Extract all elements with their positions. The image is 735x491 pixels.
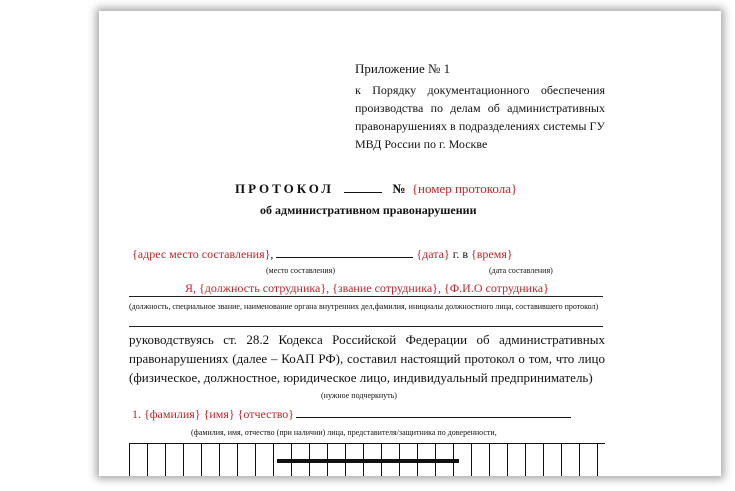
grid-cell [489, 444, 490, 476]
protocol-title [235, 181, 517, 197]
officer-sep-1: , [326, 281, 330, 295]
person-patronymic-placeholder[interactable]: {отчество} [237, 407, 295, 421]
divider-line [129, 326, 603, 327]
address-comma: , [270, 247, 274, 261]
caption-place: (место составления) [266, 266, 335, 275]
address-line [276, 257, 413, 258]
grid-cell [543, 444, 544, 476]
person-name-placeholder[interactable]: {имя} [203, 407, 235, 421]
protocol-number-blank [344, 192, 382, 193]
caption-underline: (нужное подчеркнуть) [321, 391, 397, 400]
grid-cell [273, 444, 274, 476]
grid-cell [525, 444, 526, 476]
officer-prefix: Я, [185, 281, 197, 295]
g-v-label: г. в [452, 247, 468, 261]
grid-cell [201, 444, 202, 476]
address-placeholder[interactable]: {адрес место составления} [132, 247, 271, 261]
caption-person: (фамилия, имя, отчество (при наличии) лица, представителя/защитника по доверенности, [191, 428, 497, 437]
officer-row [185, 281, 549, 296]
officer-line [129, 296, 603, 297]
date-placeholder[interactable]: {дата} [416, 247, 450, 261]
grid-cell [561, 444, 562, 476]
protocol-word: ПРОТОКОЛ [235, 181, 334, 196]
grid-cell [147, 444, 148, 476]
grid-cell [237, 444, 238, 476]
person-number: 1. [132, 407, 141, 421]
place-date-row [132, 247, 513, 262]
grid-thick-bar [277, 459, 459, 463]
grid-cell [597, 444, 598, 476]
protocol-number-sign: № [392, 181, 406, 196]
protocol-subtitle: об административном правонарушении [260, 203, 477, 217]
appendix-text: к Порядку документационного обеспечения производства по делам об административных правонарушениях в подразделениях системы ГУ МВД России по г. Москве [355, 83, 605, 151]
caption-officer: (должность, специальное звание, наименование органа внутренних дел,фамилия, инициалы должностного лица, составившего протокол) [129, 302, 599, 311]
grid-cell [255, 444, 256, 476]
appendix-title: Приложение № 1 [355, 61, 451, 76]
body-text: руководствуясь ст. 28.2 Кодекса Российской Федерации об административных правонарушениях (далее – КоАП РФ), составил настоящий протокол о том, что лицо (физическое, должностное, юридическое лицо, индивидуальный предприниматель) [129, 332, 605, 385]
caption-date: (дата составления) [489, 266, 553, 275]
grid-cell [183, 444, 184, 476]
person-line [296, 417, 571, 418]
person-row [132, 407, 571, 422]
officer-position-placeholder[interactable]: {должность сотрудника} [199, 281, 327, 295]
document-page [99, 11, 721, 476]
time-placeholder[interactable]: {время} [470, 247, 513, 261]
grid-cell [165, 444, 166, 476]
grid-cell [579, 444, 580, 476]
grid-cell [219, 444, 220, 476]
grid-cell [507, 444, 508, 476]
grid-cell [129, 444, 130, 476]
officer-fio-placeholder[interactable]: {Ф.И.О сотрудника} [443, 281, 549, 295]
protocol-number-placeholder[interactable]: {номер протокола} [411, 181, 518, 196]
grid-cell [471, 444, 472, 476]
officer-rank-placeholder[interactable]: {звание сотрудника} [332, 281, 438, 295]
person-surname-placeholder[interactable]: {фамилия} [144, 407, 201, 421]
officer-sep-2: , [437, 281, 441, 295]
